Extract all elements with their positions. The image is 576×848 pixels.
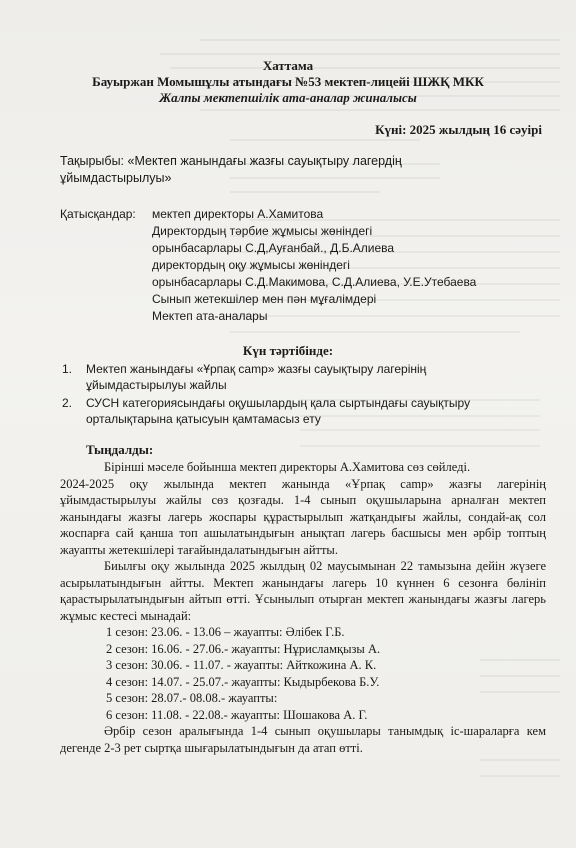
- season-line: 6 сезон: 11.08. - 22.08.- жауапты: Шошакова А. Г.: [106, 707, 368, 722]
- participant-line: орынбасарлары С.Д,Ауғанбай., Д.Б.Алиева: [152, 241, 395, 255]
- listened-heading: Тыңдалды:: [86, 442, 154, 457]
- participant-line: мектеп директоры А.Хамитова: [152, 207, 324, 221]
- body-paragraph: Әрбір сезон аралығында 1-4 сынып оқушылары танымдық іс-шараларға кем дегенде 2-3 рет сыртқа шығарылатындығын да атап өтті.: [60, 724, 546, 755]
- meeting-name: Жалпы мектепшілік ата-аналар жиналысы: [159, 90, 417, 105]
- participants-label: Қатысқандар:: [60, 207, 136, 221]
- organization-name: Бауыржан Момышұлы атындағы №53 мектеп-лицейі ШЖҚ МКК: [92, 74, 484, 89]
- agenda-item-text: орталықтарына қатысуын қамтамасыз ету: [86, 412, 321, 426]
- participant-line: орынбасарлары С.Д.Макимова, С.Д.Алиева, У.Е.Утебаева: [152, 275, 477, 289]
- topic: [60, 153, 510, 187]
- minutes-body: [60, 459, 546, 756]
- agenda-item-text: ұйымдастырылуы жайлы: [86, 378, 227, 392]
- topic-line: Тақырыбы: «Мектеп жанындағы жазғы сауықтыру лагердің: [60, 154, 402, 168]
- body-paragraph: Биылғы оқу жылында 2025 жылдың 02 маусымынан 22 тамызына дейін жүзеге асырылатындығын айтты. Мектеп жанындағы лагерь 10 күннен 6 сезонға бөлініп қарастырылатындығын айтып өтті. Ұсынылып отырған мектеп жанындағы жазғы лагерь жұмыс кестесі мынадай:: [60, 559, 546, 623]
- participant-line: Директордың тәрбие жұмысы жөніндегі: [152, 224, 373, 238]
- document-title: Хаттама: [262, 58, 314, 73]
- season-line: 4 сезон: 14.07. - 25.07.- жауапты: Кыдырбекова Б.У.: [106, 674, 380, 689]
- topic-line: ұйымдастырылуы»: [60, 171, 172, 185]
- agenda-item: [62, 395, 532, 427]
- body-paragraph: 2024-2025 оқу жылында мектеп жанында «Ұрпақ camp» жазғы лагерінің ұйымдастырылуы жайлы сөз қозғады. 1-4 сынып оқушыларына арналған мектеп жанындағы жазғы лагерь жоспары құрастырылып жатқандығы жайлы, сондай-ақ сол жоспарға сай қанша топ ашылатындығын анықтап лагерь басшысы мен әрбір топтың жауапты жетекшілері тағайындалатындығын айтты.: [60, 476, 546, 557]
- agenda-title: Күн тәртібінде:: [242, 343, 334, 358]
- season-line: 3 сезон: 30.06. - 11.07. - жауапты: Айткожина А. К.: [106, 658, 377, 672]
- body-paragraph: Бірінші мәселе бойынша мектеп директоры А.Хамитова сөз сөйледі.: [104, 460, 471, 474]
- season-line: 5 сезон: 28.07.- 08.08.- жауапты:: [106, 691, 278, 705]
- agenda-item-number: 2.: [62, 396, 73, 410]
- meeting-date: Күні: 2025 жылдың 16 сәуірі: [375, 122, 542, 137]
- season-line: 1 сезон: 23.06. - 13.06 – жауапты: Әлібек Г.Б.: [106, 625, 345, 639]
- agenda-list: [62, 361, 532, 429]
- agenda-item: [62, 361, 532, 393]
- agenda-item-text: Мектеп жанындағы «Ұрпақ camp» жазғы сауықтыру лагерінің: [86, 362, 427, 376]
- participant-line: директордың оқу жұмысы жөніндегі: [152, 258, 350, 272]
- season-line: 2 сезон: 16.06. - 27.06.- жауапты: Нұрисламқызы А.: [106, 641, 381, 656]
- participant-line: Мектеп ата-аналары: [152, 309, 268, 323]
- agenda-item-text: СУСН категориясындағы оқушылардың қала сыртындағы сауықтыру: [86, 396, 471, 410]
- participant-line: Сынып жетекшілер мен пән мұғалімдері: [152, 292, 377, 306]
- document-header: [0, 58, 576, 106]
- agenda-item-number: 1.: [62, 362, 73, 376]
